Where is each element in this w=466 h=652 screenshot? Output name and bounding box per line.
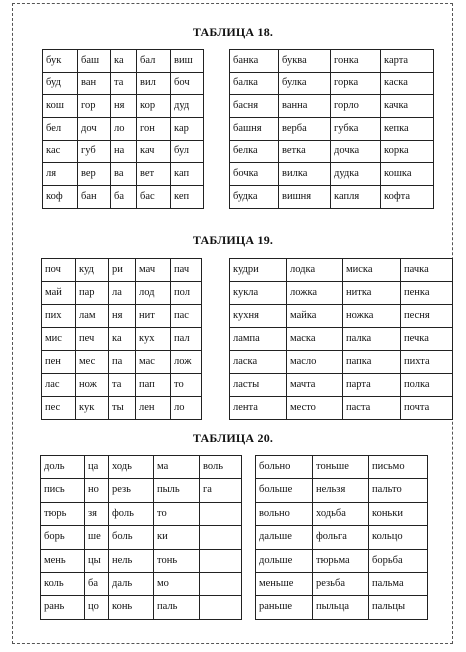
table-20-syllables [40,455,242,620]
table-cell [200,549,242,572]
table-cell: гон [137,118,171,141]
table-cell: ласка [230,351,287,374]
table-cell: пол [171,282,202,305]
table-cell: май [42,282,76,305]
table-row [43,163,204,186]
table-row [256,456,428,479]
table-cell: банка [230,50,279,73]
table-row [230,397,453,420]
table-cell: кор [137,95,171,118]
table-cell: ван [78,72,111,95]
table-cell: ветка [279,140,331,163]
table-row [230,140,434,163]
table-cell: кудри [230,259,287,282]
table-cell: доч [78,118,111,141]
table-cell: зя [85,502,109,525]
table-cell: кар [171,118,204,141]
table-cell: ходь [109,456,154,479]
table-18-words [229,49,434,209]
table-cell: пальцы [369,596,428,619]
table-cell: кас [43,140,78,163]
table-cell: паль [154,596,200,619]
table-18-syllables [42,49,204,209]
table-cell: ня [109,305,136,328]
table-cell: фоль [109,502,154,525]
table-cell: гор [78,95,111,118]
table-cell: каска [381,72,434,95]
table-cell: масло [287,351,343,374]
table-row [256,502,428,525]
table-cell: кукла [230,282,287,305]
table-row [42,259,202,282]
table-cell: та [111,72,137,95]
table-cell: коньки [369,502,428,525]
table-cell: тюрьма [313,549,369,572]
table-cell: вил [137,72,171,95]
table-cell: пальма [369,572,428,595]
table-cell: качка [381,95,434,118]
table-row [43,72,204,95]
table-19-words [229,258,453,420]
table-cell: кач [137,140,171,163]
table-cell: резьба [313,572,369,595]
table-20-words [255,455,428,620]
table-cell: гонка [331,50,381,73]
table-cell: ласты [230,374,287,397]
table-cell: раньше [256,596,313,619]
table-row [43,140,204,163]
table-cell: фольга [313,526,369,549]
table-cell: полка [401,374,453,397]
table-cell: дольше [256,549,313,572]
table-cell: пап [136,374,171,397]
table-cell: кук [76,397,109,420]
table-cell: конь [109,596,154,619]
table-cell: пач [171,259,202,282]
table-cell: меньше [256,572,313,595]
table-cell: корка [381,140,434,163]
table-cell: ходьба [313,502,369,525]
table-cell: будка [230,186,279,209]
table-cell: вер [78,163,111,186]
table-row [230,186,434,209]
table-cell: но [85,479,109,502]
table-row [256,596,428,619]
table-cell: басня [230,95,279,118]
table-cell: бочка [230,163,279,186]
table-cell: боч [171,72,204,95]
table-cell: печ [76,328,109,351]
table-cell: боль [109,526,154,549]
table-cell: лампа [230,328,287,351]
table-cell: ба [85,572,109,595]
table-cell: парта [343,374,401,397]
table-row [41,572,242,595]
table-cell: ба [111,186,137,209]
table-cell: дочка [331,140,381,163]
table-cell: миска [343,259,401,282]
table-cell: ванна [279,95,331,118]
table-cell [200,572,242,595]
table-cell [200,526,242,549]
table-cell: тонь [154,549,200,572]
table-cell: воль [200,456,242,479]
table-cell: па [109,351,136,374]
table-cell: ложка [287,282,343,305]
table-cell [200,596,242,619]
table-cell: коль [41,572,85,595]
table-cell: белка [230,140,279,163]
table-cell: ки [154,526,200,549]
table-cell: ма [154,456,200,479]
table-row [41,479,242,502]
table-row [230,72,434,95]
table-cell: нитка [343,282,401,305]
table-cell: пенка [401,282,453,305]
table-row [230,282,453,305]
table-cell: мес [76,351,109,374]
table-cell: цы [85,549,109,572]
table-cell: пыльца [313,596,369,619]
table-cell: мень [41,549,85,572]
table-row [43,118,204,141]
table-cell: вет [137,163,171,186]
table-cell: лас [42,374,76,397]
table-cell: то [171,374,202,397]
table-row [41,526,242,549]
table-cell: палка [343,328,401,351]
table-cell: кош [43,95,78,118]
table-cell: та [109,374,136,397]
table-cell: губка [331,118,381,141]
table-cell: пихта [401,351,453,374]
table-cell: мо [154,572,200,595]
table-cell: дальше [256,526,313,549]
table-cell: вольно [256,502,313,525]
table-cell: лента [230,397,287,420]
table-cell: виш [171,50,204,73]
table-row [41,549,242,572]
table-cell: горло [331,95,381,118]
table-19-syllables [41,258,202,420]
table-cell: на [111,140,137,163]
table-cell: кольцо [369,526,428,549]
table-cell [200,502,242,525]
table-cell: верба [279,118,331,141]
table-20-title: ТАБЛИЦА 20. [192,431,274,445]
table-cell: бул [171,140,204,163]
table-cell: пачка [401,259,453,282]
table-cell: нель [109,549,154,572]
table-cell: резь [109,479,154,502]
table-row [230,95,434,118]
table-row [42,305,202,328]
table-cell: мачта [287,374,343,397]
table-row [256,479,428,502]
table-row [41,502,242,525]
table-cell: лен [136,397,171,420]
table-cell: майка [287,305,343,328]
table-row [42,374,202,397]
table-row [230,305,453,328]
table-cell: ка [111,50,137,73]
table-cell: баш [78,50,111,73]
table-row [43,186,204,209]
table-cell: песня [401,305,453,328]
table-cell: ла [109,282,136,305]
table-cell: почта [401,397,453,420]
table-cell: кепка [381,118,434,141]
table-row [42,397,202,420]
table-cell: нож [76,374,109,397]
table-cell: булка [279,72,331,95]
table-cell: горка [331,72,381,95]
table-row [42,351,202,374]
table-cell: кошка [381,163,434,186]
table-row [230,328,453,351]
table-cell: ва [111,163,137,186]
table-cell: нельзя [313,479,369,502]
table-cell: пальто [369,479,428,502]
table-cell: письмо [369,456,428,479]
table-cell: пих [42,305,76,328]
table-cell: ля [43,163,78,186]
table-cell: папка [343,351,401,374]
table-cell: пыль [154,479,200,502]
table-cell: мас [136,351,171,374]
table-cell: бан [78,186,111,209]
table-cell: больно [256,456,313,479]
table-cell: губ [78,140,111,163]
table-row [256,526,428,549]
table-cell: бел [43,118,78,141]
table-cell: лодка [287,259,343,282]
table-cell: ножка [343,305,401,328]
table-cell: куд [76,259,109,282]
table-cell: лам [76,305,109,328]
table-row [43,95,204,118]
table-cell: вишня [279,186,331,209]
table-cell: маска [287,328,343,351]
table-cell: ло [111,118,137,141]
table-cell: пись [41,479,85,502]
table-cell: больше [256,479,313,502]
table-cell: пар [76,282,109,305]
table-cell: га [200,479,242,502]
table-cell: башня [230,118,279,141]
table-cell: капля [331,186,381,209]
table-cell: ца [85,456,109,479]
table-row [42,328,202,351]
table-cell: ты [109,397,136,420]
table-cell: кап [171,163,204,186]
table-cell: тоньше [313,456,369,479]
table-row [42,282,202,305]
table-cell: кухня [230,305,287,328]
table-cell: тюрь [41,502,85,525]
table-cell: то [154,502,200,525]
table-cell: ри [109,259,136,282]
table-cell: цо [85,596,109,619]
table-cell: пес [42,397,76,420]
table-row [41,596,242,619]
table-cell: лож [171,351,202,374]
table-row [43,50,204,73]
table-cell: бас [137,186,171,209]
table-cell: ло [171,397,202,420]
table-18-title: ТАБЛИЦА 18. [192,25,274,39]
table-cell: мис [42,328,76,351]
table-row [230,259,453,282]
table-cell: буква [279,50,331,73]
table-cell: коф [43,186,78,209]
table-cell: нит [136,305,171,328]
table-cell: вилка [279,163,331,186]
table-cell: ня [111,95,137,118]
table-cell: борьба [369,549,428,572]
table-cell: мач [136,259,171,282]
table-cell: поч [42,259,76,282]
table-row [256,572,428,595]
table-cell: карта [381,50,434,73]
table-row [230,118,434,141]
table-cell: буд [43,72,78,95]
table-row [230,163,434,186]
table-cell: борь [41,526,85,549]
table-row [230,374,453,397]
table-row [230,351,453,374]
table-row [256,549,428,572]
table-19-title: ТАБЛИЦА 19. [192,233,274,247]
table-cell: ка [109,328,136,351]
table-cell: бал [137,50,171,73]
table-row [230,50,434,73]
table-cell: бук [43,50,78,73]
table-cell: печка [401,328,453,351]
table-cell: место [287,397,343,420]
table-cell: даль [109,572,154,595]
table-cell: лод [136,282,171,305]
table-cell: пал [171,328,202,351]
table-cell: кеп [171,186,204,209]
table-cell: дудка [331,163,381,186]
table-cell: дуд [171,95,204,118]
table-cell: доль [41,456,85,479]
table-cell: балка [230,72,279,95]
table-cell: кофта [381,186,434,209]
table-cell: кух [136,328,171,351]
table-cell: пас [171,305,202,328]
table-cell: ше [85,526,109,549]
table-cell: пен [42,351,76,374]
table-row [41,456,242,479]
table-cell: паста [343,397,401,420]
table-cell: рань [41,596,85,619]
